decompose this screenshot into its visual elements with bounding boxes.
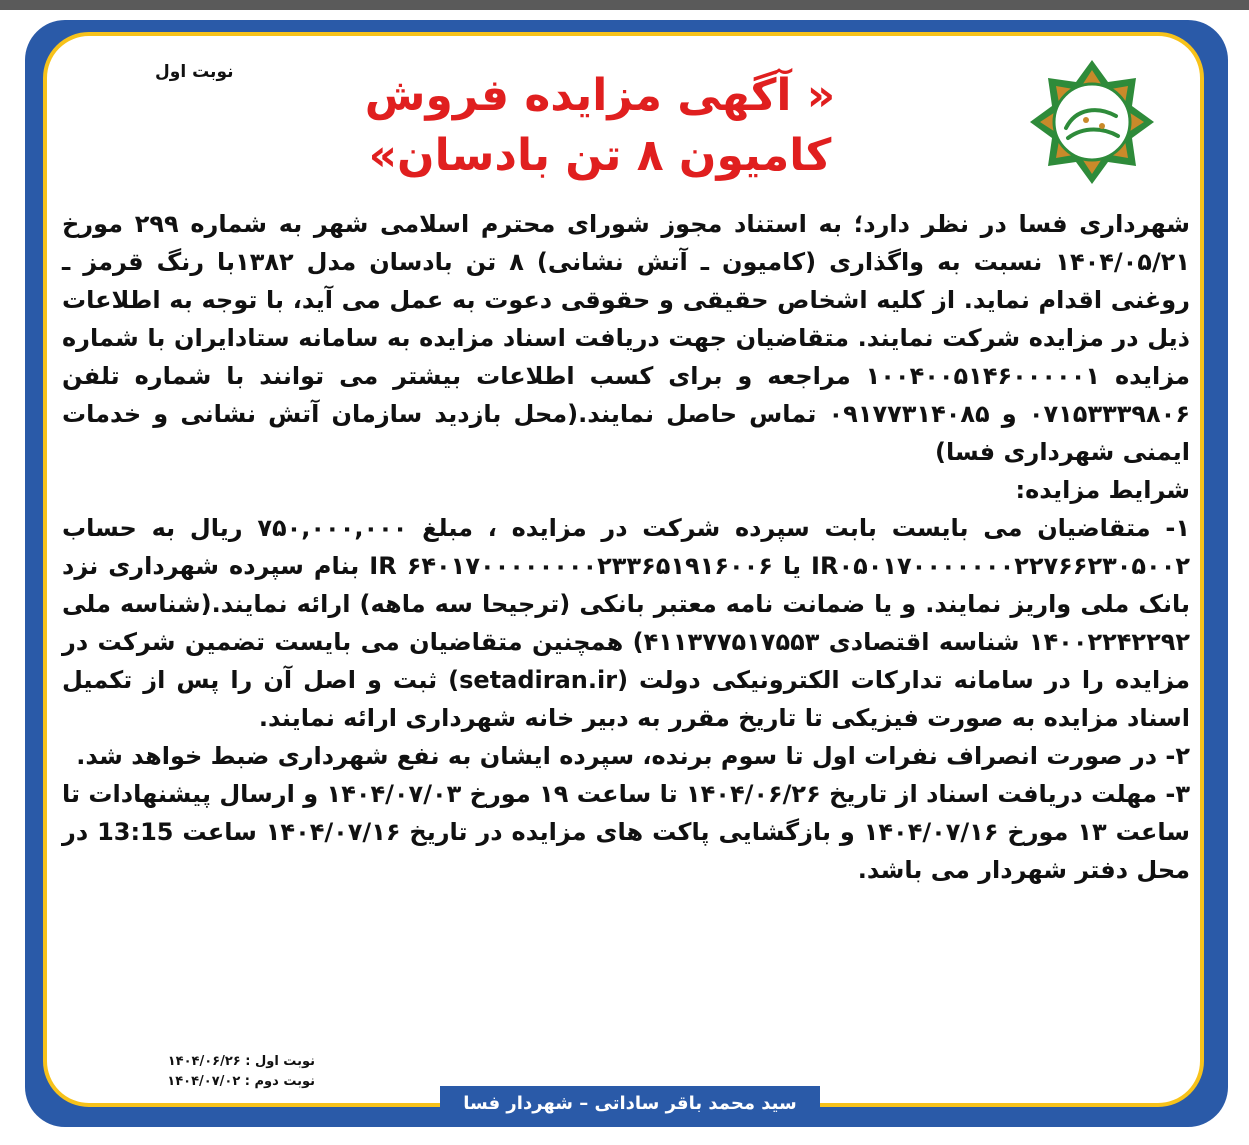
condition-item-1: ۱- متقاضیان می بایست بابت سپرده شرکت در مزایده ، مبلغ ۷۵۰,۰۰۰,۰۰۰ ریال به حساب IR۰۵۰۱۷۰۰۰۰۰۰۰۲۲۷۶۶۲۳۰۵۰۰۲ یا IR ۶۴۰۱۷۰۰۰۰۰۰۰۰۲۳۳۶۵۱۹۱۶۰۰۶ بنام سپرده شهرداری نزد بانک ملی واریز نمایند. و یا ضمانت نامه معتبر بانکی (ترجیحا سه ماهه) ارائه نمایند.(شناسه ملی ۱۴۰۰۲۲۴۲۲۹۲ شناسه اقتصادی ۴۱۱۳۷۷۵۱۷۵۵۳) همچنین متقاضیان می بایست تضمین شرکت در مزایده را در سامانه تدارکات الکترونیکی دولت (setadiran.ir) ثبت و اصل آن را پس از تکمیل اسناد مزایده به صورت فیزیکی تا تاریخ مقرر به دبیر خانه شهرداری ارائه نمایند. — [62, 514, 1191, 732]
condition-item-3: ۳- مهلت دریافت اسناد از تاریخ ۱۴۰۴/۰۶/۲۶ تا ساعت ۱۹ مورخ ۱۴۰۴/۰۷/۰۳ و ارسال پیشنهادات تا ساعت ۱۳ مورخ ۱۴۰۴/۰۷/۱۶ و بازگشایی پاکت های مزایده در تاریخ ۱۴۰۴/۰۷/۱۶ ساعت 13:15 در محل دفتر شهردار می باشد. — [62, 780, 1191, 884]
round-label: نوبت اول — [155, 62, 234, 82]
first-publish-date: نوبت اول : ۱۴۰۴/۰۶/۲۶ — [167, 1054, 315, 1069]
condition-item-2: ۲- در صورت انصراف نفرات اول تا سوم برنده، سپرده ایشان به نفع شهرداری ضبط خواهد شد. — [76, 742, 1190, 770]
second-publish-date: نوبت دوم : ۱۴۰۴/۰۷/۰۲ — [167, 1074, 315, 1089]
conditions-heading: شرایط مزایده: — [1015, 476, 1190, 504]
notice-title: « آگهی مزایده فروش کامیون ۸ تن بادسان» — [364, 70, 836, 181]
publish-dates — [150, 1052, 315, 1092]
top-strip — [0, 0, 1249, 10]
intro-paragraph: شهرداری فسا در نظر دارد؛ به استناد مجوز شورای محترم اسلامی شهر به شماره ۲۹۹ مورخ ۱۴۰۴/۰۵/۲۱ نسبت به واگذاری (کامیون ـ آتش نشانی) ۸ تن بادسان مدل ۱۳۸۲با رنگ قرمز ـ روغنی اقدام نماید. از کلیه اشخاص حقیقی و حقوقی دعوت به عمل می آید، با توجه به اطلاعات ذیل در مزایده شرکت نمایند. متقاضیان جهت دریافت اسناد مزایده به سامانه ستادایران با شماره مزایده ۱۰۰۴۰۰۵۱۴۶۰۰۰۰۰۱ مراجعه و برای کسب اطلاعات بیشتر می توانند با شماره تلفن ۰۷۱۵۳۳۳۹۸۰۶ و ۰۹۱۷۷۳۱۴۰۸۵ تماس حاصل نمایند.(محل بازدید سازمان آتش نشانی و خدمات ایمنی شهرداری فسا) — [62, 210, 1191, 466]
notice-body — [62, 205, 1190, 889]
municipality-logo — [1025, 52, 1160, 192]
mayor-signature: سید محمد باقر ساداتی – شهردار فسا — [440, 1086, 820, 1122]
